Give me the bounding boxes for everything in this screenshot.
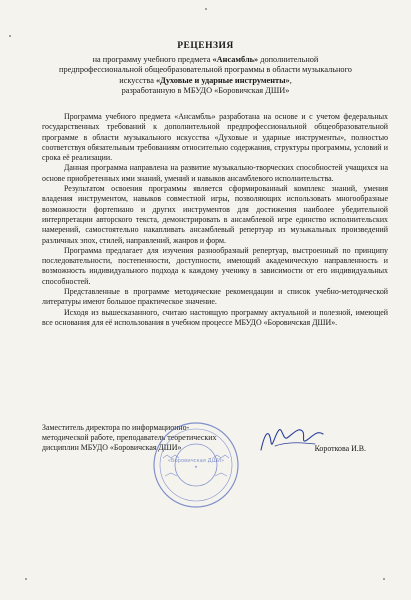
- scan-speck: [383, 578, 385, 580]
- header-line3-post: ,: [289, 75, 292, 85]
- paragraph: Исходя из вышесказанного, считаю настоящую программу актуальной и полезной, имеющей все основания для её использования в учебном процессе МБУДО «Боровичская ДШИ».: [42, 307, 388, 327]
- document-title: РЕЦЕНЗИЯ: [177, 41, 234, 51]
- paragraph: Представленные в программе методические рекомендации и список учебно-методической литературы имеют большое практическое значение.: [42, 287, 388, 307]
- paragraph: Результатом освоения программы является сформированный комплекс знаний, умения владения инструментом, навыков совместной игры, позволяющих использовать многообразные возможности фортепиано и других инструментов для достижения наиболее убедительной интерпретации авторского текста, демонстрировать в ансамблевой игре единство исполнительских намерений, самостоятельно накапливать ансамблевый репертуар из музыкальных произведений различных эпох, стилей, направлений, жанров и форм.: [42, 184, 388, 245]
- paragraph: Программа учебного предмета «Ансамбль» разработана на основе и с учетом федеральных государственных требований к дополнительной предпрофессиональной общеобразовательной программе в области музыкального искусства «Духовые и ударные инструменты», полностью соответствуя обязательным требованиям относительно содержания, структуры программы, условий и срока её реализации.: [42, 112, 388, 163]
- scan-speck: [9, 35, 11, 37]
- svg-text:★: ★: [194, 464, 198, 469]
- header-line-2: предпрофессиональной общеобразовательной программы в области музыкального: [59, 65, 352, 75]
- header-line1-post: дополнительной: [258, 55, 319, 64]
- program-name: «Духовые и ударные инструменты»: [155, 75, 290, 85]
- stamp-center-text: «Боровичская ДШИ»: [167, 458, 225, 464]
- handwritten-signature: [255, 420, 335, 460]
- official-stamp: [151, 420, 241, 510]
- header-line-4: разработанную в МБУДО «Боровичская ДШИ»: [121, 85, 290, 95]
- review-body: [42, 112, 388, 328]
- position-line: дисциплин МБУДО «Боровичская ДШИ»: [42, 443, 182, 453]
- scan-speck: [205, 8, 207, 10]
- position-line: методической работе, преподаватель теоретических: [42, 433, 217, 443]
- position-line: Заместитель директора по информационно-: [42, 423, 190, 432]
- header-line-1: [40, 55, 371, 65]
- paragraph: Программа предлагает для изучения разнообразный репертуар, выстроенный по принципу последовательности, постепенности, доступности, имеющий академическую направленность и возможность индивидуального подхода к каждому ученику в зависимости от его индивидуальных способностей.: [42, 245, 388, 286]
- header-line-3: [40, 76, 371, 86]
- signatory-name: Короткова И.В.: [314, 444, 366, 453]
- paragraph: Данная программа направлена на развитие музыкально-творческих способностей учащихся на основе приобретенных ими знаний, умений и навыков ансамблевого исполнительства.: [42, 163, 388, 183]
- review-header: [40, 55, 371, 96]
- scan-speck: [25, 578, 27, 580]
- header-line1-pre: на программу учебного предмета: [92, 55, 213, 64]
- subject-name: «Ансамбль»: [212, 55, 259, 64]
- header-line3-pre: искусства: [119, 75, 156, 85]
